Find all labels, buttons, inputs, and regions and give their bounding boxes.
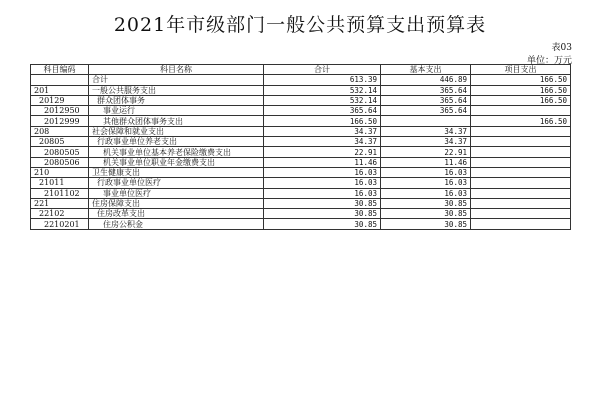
- cell-name: 卫生健康支出: [89, 167, 264, 177]
- cell-project: [471, 188, 571, 198]
- cell-code: 20129: [31, 95, 89, 105]
- cell-total: 30.85: [264, 209, 381, 219]
- table-row: [31, 147, 571, 157]
- cell-total: 30.85: [264, 219, 381, 229]
- cell-code: 201: [31, 85, 89, 95]
- cell-project: [471, 147, 571, 157]
- cell-code: 21011: [31, 178, 89, 188]
- cell-total: 532.14: [264, 95, 381, 105]
- cell-total: 22.91: [264, 147, 381, 157]
- table-row: [31, 209, 571, 219]
- cell-total: 532.14: [264, 85, 381, 95]
- cell-code: 2210201: [31, 219, 89, 229]
- cell-name: 住房公积金: [89, 219, 264, 229]
- cell-name: 合计: [89, 75, 264, 85]
- cell-basic: 365.64: [381, 85, 471, 95]
- budget-table: [30, 64, 571, 230]
- page-title: 2021年市级部门一般公共预算支出预算表: [113, 14, 487, 36]
- cell-name: 其他群众团体事务支出: [89, 116, 264, 126]
- cell-basic: 365.64: [381, 95, 471, 105]
- table-row: [31, 85, 571, 95]
- cell-name: 社会保障和就业支出: [89, 126, 264, 136]
- cell-total: 34.37: [264, 126, 381, 136]
- table-row: [31, 219, 571, 229]
- cell-project: 166.50: [471, 95, 571, 105]
- cell-basic: 11.46: [381, 157, 471, 167]
- cell-code: 210: [31, 167, 89, 177]
- cell-code: 22102: [31, 209, 89, 219]
- cell-code: 2080505: [31, 147, 89, 157]
- cell-name: 住房改革支出: [89, 209, 264, 219]
- unit-label: 单位：万元: [526, 56, 572, 66]
- cell-name: 机关事业单位职业年金缴费支出: [89, 157, 264, 167]
- cell-project: [471, 198, 571, 208]
- cell-project: [471, 219, 571, 229]
- cell-project: [471, 167, 571, 177]
- cell-basic: 34.37: [381, 137, 471, 147]
- table-row: [31, 198, 571, 208]
- cell-project: [471, 157, 571, 167]
- cell-project: 166.50: [471, 85, 571, 95]
- cell-basic: 16.03: [381, 178, 471, 188]
- cell-basic: 16.03: [381, 188, 471, 198]
- cell-total: 30.85: [264, 198, 381, 208]
- cell-name: 事业运行: [89, 106, 264, 116]
- cell-total: 11.46: [264, 157, 381, 167]
- cell-basic: 16.03: [381, 167, 471, 177]
- cell-code: 2080506: [31, 157, 89, 167]
- cell-basic: 30.85: [381, 198, 471, 208]
- cell-project: 166.50: [471, 116, 571, 126]
- cell-project: [471, 106, 571, 116]
- cell-total: 16.03: [264, 167, 381, 177]
- cell-total: 16.03: [264, 188, 381, 198]
- cell-code: 221: [31, 198, 89, 208]
- cell-basic: 34.37: [381, 126, 471, 136]
- table-row: [31, 126, 571, 136]
- cell-basic: 365.64: [381, 106, 471, 116]
- header-name: 科目名称: [89, 65, 264, 75]
- cell-total: 365.64: [264, 106, 381, 116]
- cell-total: 34.37: [264, 137, 381, 147]
- cell-name: 行政事业单位养老支出: [89, 137, 264, 147]
- table-number: 表03: [551, 43, 572, 53]
- cell-basic: [381, 116, 471, 126]
- cell-name: 事业单位医疗: [89, 188, 264, 198]
- cell-name: 住房保障支出: [89, 198, 264, 208]
- cell-code: 2012999: [31, 116, 89, 126]
- table-row: [31, 75, 571, 85]
- cell-code: [31, 75, 89, 85]
- cell-total: 16.03: [264, 178, 381, 188]
- cell-code: 2012950: [31, 106, 89, 116]
- table-row: [31, 116, 571, 126]
- header-code: 科目编码: [31, 65, 89, 75]
- cell-name: 群众团体事务: [89, 95, 264, 105]
- cell-code: 2101102: [31, 188, 89, 198]
- cell-project: [471, 137, 571, 147]
- table-row: [31, 188, 571, 198]
- cell-code: 20805: [31, 137, 89, 147]
- cell-total: 613.39: [264, 75, 381, 85]
- cell-code: 208: [31, 126, 89, 136]
- table-row: [31, 157, 571, 167]
- cell-project: [471, 178, 571, 188]
- header-total: 合计: [264, 65, 381, 75]
- cell-basic: 446.89: [381, 75, 471, 85]
- cell-basic: 30.85: [381, 209, 471, 219]
- cell-project: 166.50: [471, 75, 571, 85]
- table-header-row: [31, 65, 571, 75]
- table-row: [31, 137, 571, 147]
- cell-name: 行政事业单位医疗: [89, 178, 264, 188]
- table-row: [31, 167, 571, 177]
- cell-basic: 30.85: [381, 219, 471, 229]
- table-row: [31, 106, 571, 116]
- header-project: 项目支出: [471, 65, 571, 75]
- cell-name: 一般公共服务支出: [89, 85, 264, 95]
- cell-basic: 22.91: [381, 147, 471, 157]
- cell-name: 机关事业单位基本养老保险缴费支出: [89, 147, 264, 157]
- cell-total: 166.50: [264, 116, 381, 126]
- cell-project: [471, 209, 571, 219]
- table-body: [31, 75, 571, 229]
- header-basic: 基本支出: [381, 65, 471, 75]
- cell-project: [471, 126, 571, 136]
- table-row: [31, 178, 571, 188]
- table-row: [31, 95, 571, 105]
